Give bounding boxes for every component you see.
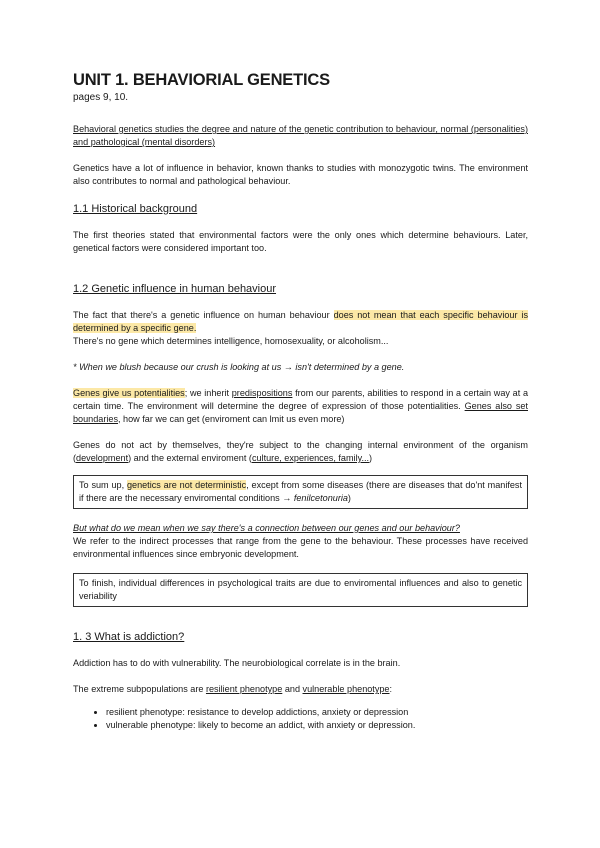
- conclusion-text: To finish, individual differences in psychological traits are due to enviromental influences and also to genetic veriability: [79, 578, 522, 601]
- text-run: ) and the external enviroment (: [128, 453, 252, 463]
- historical-paragraph: The first theories stated that environmental factors were the only ones which determine behaviours. Later, genetical factors were considered important too.: [73, 230, 528, 253]
- underline-vulnerable: vulnerable phenotype: [302, 684, 390, 694]
- text-run: , except from some diseases (there are diseases that do'nt manifest if there are the necessary enviromental conditions →: [79, 480, 522, 503]
- underline-boundaries: Genes also set boundaries: [73, 401, 528, 424]
- genetic-influence-paragraph: [73, 309, 528, 335]
- text-run: ): [347, 493, 351, 503]
- text-run: ): [369, 453, 373, 463]
- pages-reference: pages 9, 10.: [73, 92, 129, 103]
- genes-environment-paragraph: [73, 439, 528, 465]
- no-gene-paragraph: There's no gene which determines intelligence, homosexuality, or alcoholism...: [73, 336, 389, 346]
- text-run: , how far we can get (enviroment can lmit us even more): [118, 414, 345, 424]
- section-1-2-heading: 1.2 Genetic influence in human behaviour: [73, 283, 277, 295]
- doc-title: UNIT 1. BEHAVIORIAL GENETICS: [73, 71, 330, 89]
- conclusion-box: [73, 573, 528, 607]
- text-run: from our parents, abilities to respond in a certain way at a certain time. The environment will determine the degree of expression of those potentialities.: [73, 388, 528, 411]
- underline-culture: culture, experiences, family...: [251, 453, 370, 463]
- fenilcetonuria-term: fenilcetonuria: [293, 493, 348, 503]
- blush-example: * When we blush because our crush is looking at us → isn't determined by a gene.: [73, 362, 405, 372]
- section-1-1-heading: 1.1 Historical background: [73, 203, 198, 215]
- text-run: To sum up,: [79, 480, 127, 490]
- text-run: Genes do not act by themselves, they're subject to the changing internal environment of the organism (: [73, 440, 528, 463]
- list-item: • vulnerable phenotype: likely to become an addict, with anxiety or depression.: [106, 719, 528, 732]
- underline-resilient: resilient phenotype: [205, 684, 283, 694]
- intro-paragraph: Genetics have a lot of influence in behavior, known thanks to studies with monozygotic twins. The environment also contributes to normal and pathological behaviour.: [73, 163, 528, 186]
- section-1-3-heading: 1. 3 What is addiction?: [73, 631, 185, 643]
- subpopulations-paragraph: [73, 683, 528, 696]
- connection-answer: We refer to the indirect processes that range from the gene to the behaviour. These processes have received environmental influences since embryonic development.: [73, 536, 528, 559]
- intro-definition: Behavioral genetics studies the degree and nature of the genetic contribution to behaviour, normal (personalities) and pathological (mental disorders): [73, 124, 528, 147]
- phenotype-list: [73, 706, 528, 732]
- text-run: The fact that there's a genetic influence on human behaviour: [73, 310, 334, 320]
- summary-text: [79, 479, 522, 505]
- potentialities-paragraph: [73, 387, 528, 426]
- connection-question: But what do we mean when we say there's a connection between our genes and our behaviour?: [73, 523, 460, 533]
- list-item: • resilient phenotype: resistance to develop addictions, anxiety or depression: [106, 706, 528, 719]
- text-run: The extreme subpopulations are: [73, 684, 206, 694]
- highlight-not-specific-gene: does not mean that each specific behaviour is determined by a specific gene.: [73, 310, 528, 333]
- addiction-paragraph: Addiction has to do with vulnerability. The neurobiological correlate is in the brain.: [73, 658, 401, 668]
- text-run: ; we inherit: [184, 388, 232, 398]
- highlight-not-deterministic: genetics are not deterministic: [126, 480, 247, 490]
- highlight-potentialities: Genes give us potentialities: [73, 388, 185, 398]
- text-run: :: [389, 684, 393, 694]
- underline-development: development: [76, 453, 129, 463]
- underline-predispositions: predispositions: [231, 388, 293, 398]
- text-run: and: [282, 684, 303, 694]
- document-content: [73, 70, 528, 732]
- summary-box: [73, 475, 528, 509]
